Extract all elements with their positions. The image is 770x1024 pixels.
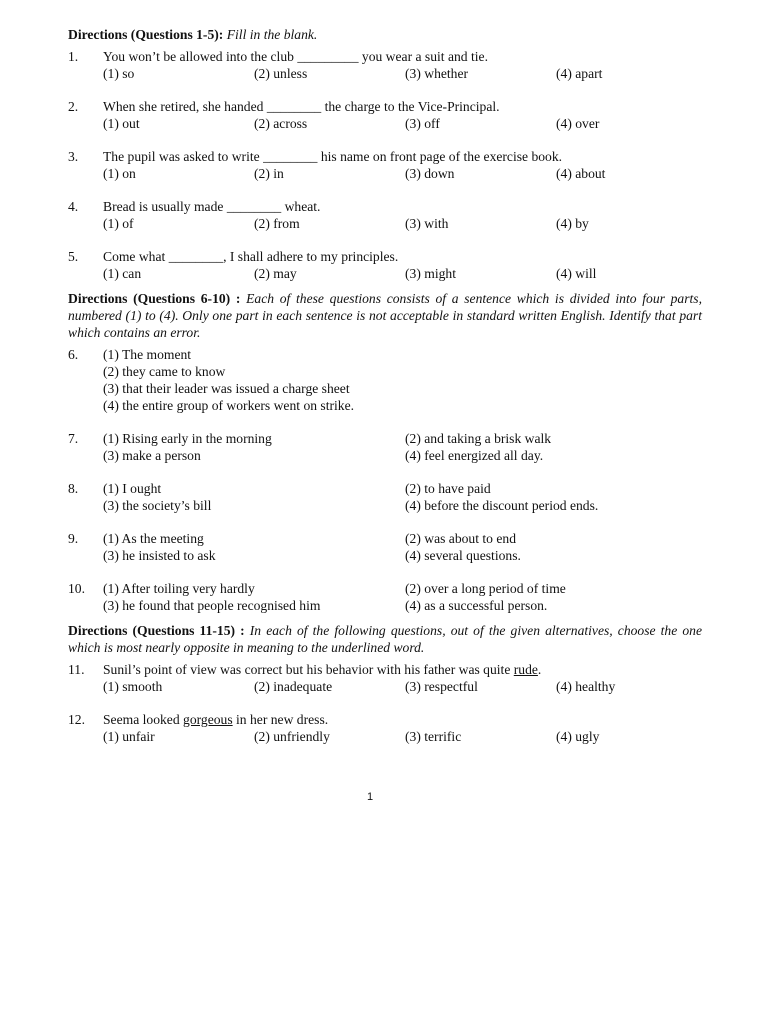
options — [103, 165, 707, 182]
question-number: 3. — [68, 149, 79, 164]
option-4: (4) the entire group of workers went on strike. — [103, 398, 355, 413]
question-number: 8. — [68, 481, 79, 496]
directions-heading: Directions (Questions 1-5): — [68, 27, 224, 42]
option-4: (4) several questions. — [405, 548, 521, 563]
option-4: (4) before the discount period ends. — [405, 498, 599, 513]
option-2: (2) inadequate — [254, 679, 333, 694]
options — [103, 215, 707, 232]
question-stem — [103, 711, 707, 728]
underlined-word: gorgeous — [183, 712, 233, 727]
question-stem: When she retired, she handed ________ the charge to the Vice-Principal. — [103, 99, 500, 114]
question-number: 7. — [68, 431, 79, 446]
question-stem — [103, 661, 707, 678]
option-2: (2) to have paid — [405, 481, 491, 496]
question-8 — [68, 480, 702, 514]
option-2: (2) over a long period of time — [405, 581, 566, 596]
question-stem: Bread is usually made ________ wheat. — [103, 199, 321, 214]
option-1: (1) out — [103, 116, 140, 131]
question-7 — [68, 430, 702, 464]
question-4 — [68, 198, 702, 232]
option-3: (3) whether — [405, 66, 469, 81]
question-stem: You won’t be allowed into the club _________ you wear a suit and tie. — [103, 49, 488, 64]
option-2: (2) may — [254, 266, 297, 281]
option-1: (1) so — [103, 66, 135, 81]
question-number: 9. — [68, 531, 79, 546]
options — [103, 580, 707, 614]
options — [103, 530, 707, 564]
options — [103, 430, 707, 464]
option-1: (1) of — [103, 216, 134, 231]
question-number: 5. — [68, 249, 79, 264]
question-number: 2. — [68, 99, 79, 114]
question-number: 10. — [68, 581, 85, 596]
options — [103, 115, 707, 132]
directions-heading: Directions (Questions 6-10) : — [68, 291, 241, 306]
question-5 — [68, 248, 702, 282]
stem-text: in her new dress. — [232, 712, 329, 727]
option-3: (3) down — [405, 166, 455, 181]
question-2 — [68, 98, 702, 132]
question-12 — [68, 711, 702, 745]
directions-instruction: Each of these questions consists of a sentence which is divided into four parts, numbered (1) to (4). Only one part in each sentence is not acceptable in standard written English. Identify that part which contains an error. — [68, 291, 702, 340]
stem-text: . — [537, 662, 542, 677]
option-3: (3) terrific — [405, 729, 462, 744]
option-3: (3) make a person — [103, 448, 201, 463]
stem-text: Sunil’s point of view was correct but his behavior with his father was quite — [103, 662, 514, 677]
option-2: (2) they came to know — [103, 364, 226, 379]
directions-instruction: In each of the following questions, out of the given alternatives, choose the one which is most nearly opposite in meaning to the underlined word. — [68, 623, 702, 655]
question-1 — [68, 48, 702, 82]
options — [103, 65, 707, 82]
option-2: (2) across — [254, 116, 308, 131]
directions-11-15 — [68, 622, 702, 656]
question-10 — [68, 580, 702, 614]
option-4: (4) healthy — [556, 679, 616, 694]
options — [103, 480, 707, 514]
option-1: (1) smooth — [103, 679, 163, 694]
option-3: (3) he found that people recognised him — [103, 598, 321, 613]
option-4: (4) by — [556, 216, 589, 231]
question-number: 4. — [68, 199, 79, 214]
question-stem: The pupil was asked to write ________ his name on front page of the exercise book. — [103, 149, 563, 164]
option-3: (3) with — [405, 216, 449, 231]
option-2: (2) unless — [254, 66, 308, 81]
question-number: 12. — [68, 712, 85, 727]
options — [103, 678, 707, 695]
option-2: (2) in — [254, 166, 284, 181]
option-4: (4) about — [556, 166, 606, 181]
option-3: (3) might — [405, 266, 456, 281]
option-3: (3) respectful — [405, 679, 478, 694]
option-1: (1) Rising early in the morning — [103, 431, 272, 446]
question-stem: Come what ________, I shall adhere to my principles. — [103, 249, 399, 264]
option-1: (1) unfair — [103, 729, 155, 744]
underlined-word: rude — [513, 662, 538, 677]
option-2: (2) unfriendly — [254, 729, 330, 744]
option-1: (1) on — [103, 166, 136, 181]
question-number: 11. — [68, 662, 85, 677]
options — [103, 346, 702, 414]
question-number: 1. — [68, 49, 79, 64]
directions-6-10 — [68, 290, 702, 341]
option-3: (3) the society’s bill — [103, 498, 212, 513]
question-9 — [68, 530, 702, 564]
option-4: (4) ugly — [556, 729, 600, 744]
options — [103, 728, 707, 745]
option-1: (1) After toiling very hardly — [103, 581, 255, 596]
page-number: 1 — [366, 791, 374, 803]
option-2: (2) from — [254, 216, 300, 231]
option-4: (4) feel energized all day. — [405, 448, 544, 463]
option-4: (4) apart — [556, 66, 603, 81]
option-4: (4) will — [556, 266, 597, 281]
option-1: (1) I ought — [103, 481, 162, 496]
option-3: (3) off — [405, 116, 440, 131]
question-3 — [68, 148, 702, 182]
option-3: (3) he insisted to ask — [103, 548, 216, 563]
question-number: 6. — [68, 347, 79, 362]
option-1: (1) As the meeting — [103, 531, 204, 546]
option-3: (3) that their leader was issued a charge sheet — [103, 381, 350, 396]
option-2: (2) and taking a brisk walk — [405, 431, 552, 446]
option-1: (1) The moment — [103, 347, 192, 362]
option-4: (4) as a successful person. — [405, 598, 548, 613]
stem-text: Seema looked — [103, 712, 184, 727]
directions-heading: Directions (Questions 11-15) : — [68, 623, 245, 638]
directions-1-5 — [68, 26, 702, 43]
directions-instruction: Fill in the blank. — [226, 27, 318, 42]
option-4: (4) over — [556, 116, 600, 131]
question-6 — [68, 346, 702, 414]
option-1: (1) can — [103, 266, 142, 281]
question-11 — [68, 661, 702, 695]
question-page — [68, 26, 702, 745]
option-2: (2) was about to end — [405, 531, 516, 546]
options — [103, 265, 707, 282]
